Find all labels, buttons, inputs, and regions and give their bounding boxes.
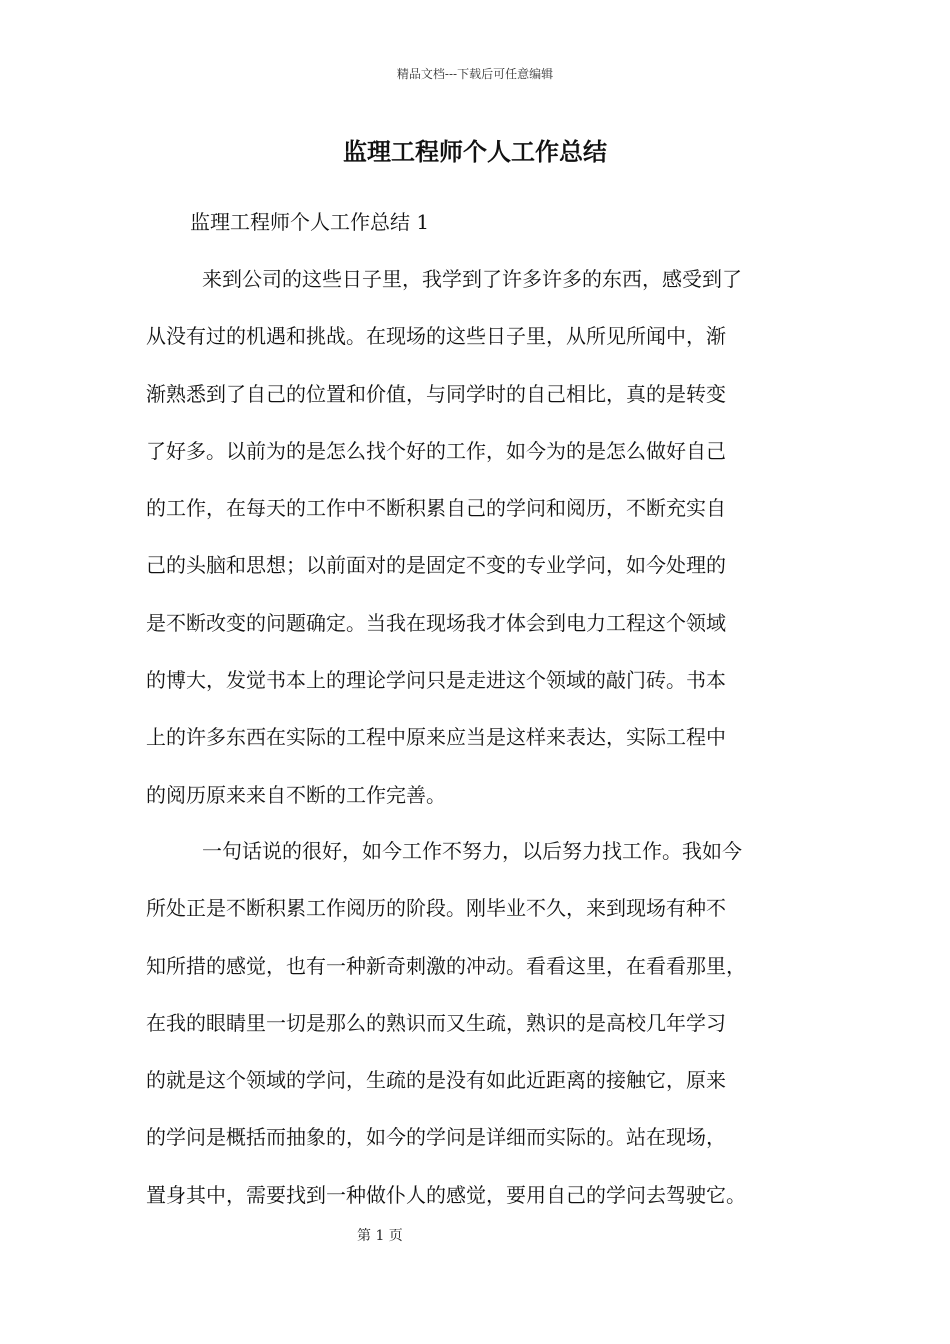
text-line: 的学问是概括而抽象的，如今的学问是详细而实际的。站在现场，	[146, 1125, 726, 1150]
header-note: 精品文档---下载后可任意编辑	[396, 67, 554, 81]
text-line: 来到公司的这些日子里，我学到了许多许多的东西，感受到了	[202, 267, 742, 291]
text-line: 置身其中，需要找到一种做仆人的感觉，要用自己的学问去驾驶它。	[146, 1182, 746, 1207]
text-line: 了好多。以前为的是怎么找个好的工作，如今为的是怎么做好自己	[146, 438, 726, 463]
text-line: 一句话说的很好，如今工作不努力，以后努力找工作。我如今	[202, 839, 742, 863]
text-line: 从没有过的机遇和挑战。在现场的这些日子里，从所见所闻中，渐	[146, 324, 726, 349]
text-line: 在我的眼睛里一切是那么的熟识而又生疏，熟识的是高校几年学习	[146, 1010, 726, 1035]
text-line: 所处正是不断积累工作阅历的阶段。刚毕业不久，来到现场有种不	[146, 896, 726, 921]
text-line: 的阅历原来来自不断的工作完善。	[146, 782, 446, 807]
page-number: 第 1 页	[357, 1228, 403, 1244]
text-line: 是不断改变的问题确定。当我在现场我才体会到电力工程这个领域	[146, 610, 726, 635]
text-line: 的就是这个领域的学问，生疏的是没有如此近距离的接触它，原来	[146, 1068, 726, 1093]
paragraph-2	[146, 834, 806, 1235]
text-line: 的博大，发觉书本上的理论学问只是走进这个领域的敲门砖。书本	[146, 668, 726, 693]
text-line: 上的许多东西在实际的工程中原来应当是这样来表达，实际工程中	[146, 725, 726, 750]
text-line: 的工作，在每天的工作中不断积累自己的学问和阅历，不断充实自	[146, 496, 726, 521]
section-subheading: 监理工程师个人工作总结 1	[190, 210, 430, 234]
paragraph-1	[146, 262, 806, 835]
text-line: 渐熟悉到了自己的位置和价值，与同学时的自己相比，真的是转变	[146, 381, 726, 406]
text-line: 己的头脑和思想；以前面对的是固定不变的专业学问，如今处理的	[146, 553, 726, 578]
document-title: 监理工程师个人工作总结	[343, 137, 607, 166]
text-line: 知所措的感觉，也有一种新奇刺激的冲动。看看这里，在看看那里，	[146, 953, 746, 978]
